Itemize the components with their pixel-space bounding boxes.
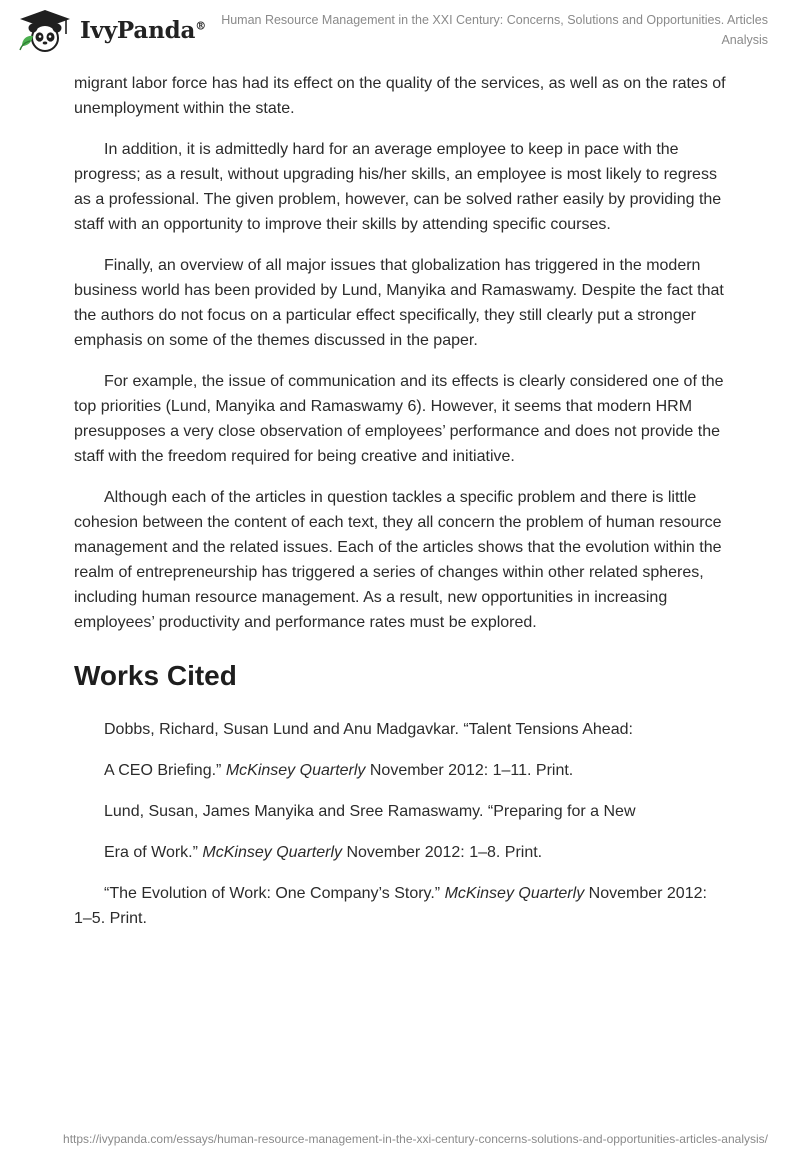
document-body <box>74 71 726 947</box>
paragraph: migrant labor force has had its effect on the quality of the services, as well as on the rates of unemployment within the state. <box>74 75 726 117</box>
works-cited-heading: Works Cited <box>74 660 237 691</box>
page-header <box>0 0 800 64</box>
citation-line: Era of Work.” McKinsey Quarterly November 2012: 1–8. Print. <box>104 844 543 861</box>
citation-line: Lund, Susan, James Manyika and Sree Ramaswamy. “Preparing for a New <box>104 803 636 820</box>
journal-title: McKinsey Quarterly <box>444 885 585 902</box>
source-url[interactable]: https://ivypanda.com/essays/human-resource-management-in-the-xxi-century-concerns-solutions-and-opportunities-articles-analysis/ <box>63 1132 768 1146</box>
journal-title: McKinsey Quarterly <box>225 762 366 779</box>
works-cited-list <box>74 717 726 931</box>
document-title: Human Resource Management in the XXI Century: Concerns, Solutions and Opportunities. Articles Analysis <box>221 13 768 47</box>
citation-line: “The Evolution of Work: One Company’s Story.” McKinsey Quarterly November 2012: 1–5. Print. <box>74 885 707 927</box>
panda-graduate-icon <box>16 8 74 52</box>
paragraph: Although each of the articles in question tackles a specific problem and there is little cohesion between the content of each text, they all concern the problem of human resource management and the related issues. Each of the articles shows that the evolution within the realm of entrepreneurship has triggered a series of changes within other related spheres, including human resource management. As a result, new opportunities in increasing employees’ productivity and performance rates must be explored. <box>74 489 722 631</box>
registered-mark: ® <box>195 18 206 32</box>
paragraph: For example, the issue of communication and its effects is clearly considered one of the top priorities (Lund, Manyika and Ramaswamy 6). However, it seems that modern HRM presupposes a very close observation of employees’ performance and does not provide the staff with the freedom required for being creative and initiative. <box>74 373 724 465</box>
logo-wordmark: IvyPanda® <box>80 16 206 44</box>
paragraph: Finally, an overview of all major issues that globalization has triggered in the modern business world has been provided by Lund, Manyika and Ramaswamy. Despite the fact that the authors do not focus on a particular effect specifically, they still clearly put a stronger emphasis on some of the themes discussed in the paper. <box>74 257 724 349</box>
ivypanda-logo[interactable] <box>16 8 206 52</box>
journal-title: McKinsey Quarterly <box>202 844 342 861</box>
citation-line: Dobbs, Richard, Susan Lund and Anu Madgavkar. “Talent Tensions Ahead: <box>104 721 633 738</box>
citation-line: A CEO Briefing.” McKinsey Quarterly November 2012: 1–11. Print. <box>104 762 574 779</box>
paragraph: In addition, it is admittedly hard for an average employee to keep in pace with the progress; as a result, without upgrading his/her skills, an employee is most likely to regress as a professional. The given problem, however, can be solved rather easily by providing the staff with an opportunity to improve their skills by attending specific courses. <box>74 141 722 233</box>
